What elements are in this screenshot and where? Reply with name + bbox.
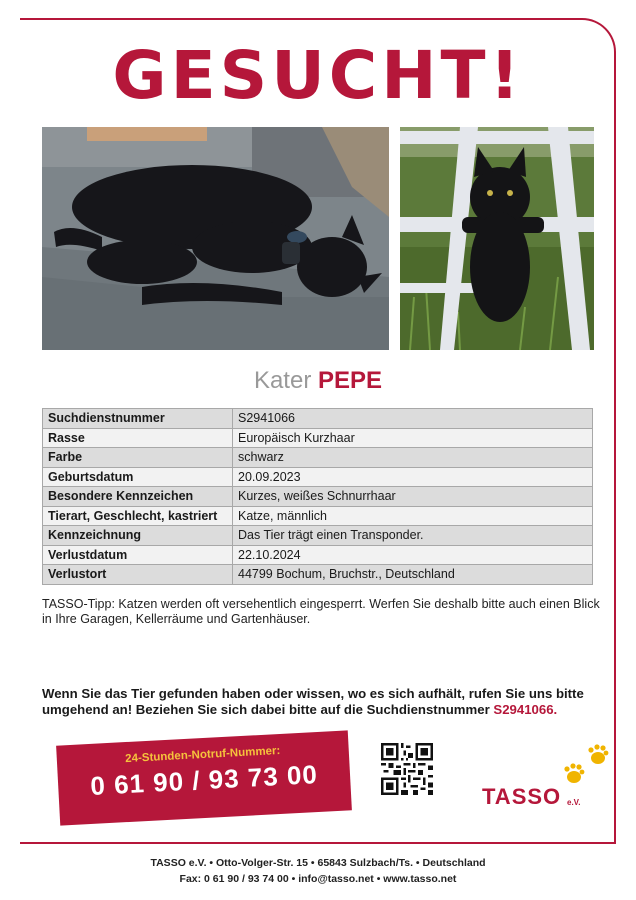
- hotline-number[interactable]: 0 61 90 / 93 73 00: [89, 759, 319, 801]
- headline: GESUCHT!: [112, 37, 524, 114]
- table-row: [43, 448, 593, 468]
- detail-label: Kennzeichnung: [43, 526, 233, 546]
- table-row: [43, 545, 593, 565]
- detail-label: Geburtsdatum: [43, 467, 233, 487]
- table-row: [43, 409, 593, 429]
- footer-address: TASSO e.V. • Otto-Volger-Str. 15 • 65843 Sulzbach/Ts. • Deutschland: [150, 857, 486, 869]
- table-row: [43, 565, 593, 585]
- logo-suffix: e.V.: [567, 798, 581, 807]
- detail-label: Suchdienstnummer: [43, 409, 233, 429]
- logo-wordmark: TASSO: [482, 784, 562, 809]
- table-row: [43, 487, 593, 507]
- pet-name-value: PEPE: [318, 367, 383, 394]
- details-table: [42, 408, 593, 585]
- detail-value: Europäisch Kurzhaar: [233, 428, 593, 448]
- detail-label: Rasse: [43, 428, 233, 448]
- table-row: [43, 506, 593, 526]
- tasso-logo: [478, 742, 612, 812]
- detail-label: Verlustdatum: [43, 545, 233, 565]
- cat-photo-sleeping: [42, 127, 389, 350]
- table-row: [43, 526, 593, 546]
- detail-value: 22.10.2024: [233, 545, 593, 565]
- detail-value: schwarz: [233, 448, 593, 468]
- pet-kind: Kater: [253, 367, 312, 394]
- footer-contact: Fax: 0 61 90 / 93 74 00 • info@tasso.net • www.tasso.net: [179, 873, 457, 885]
- detail-value: 44799 Bochum, Bruchstr., Deutschland: [233, 565, 593, 585]
- call-to-action-text: Wenn Sie das Tier gefunden haben oder wissen, wo es sich aufhält, rufen Sie uns bitte umgehend an! Beziehen Sie sich dabei bitte auf die Suchdienstnummer: [42, 686, 584, 717]
- detail-label: Besondere Kennzeichen: [43, 487, 233, 507]
- cat-photo-ladder: [400, 127, 594, 350]
- detail-value: 20.09.2023: [233, 467, 593, 487]
- qr-code-icon[interactable]: [381, 743, 433, 795]
- table-row: [43, 467, 593, 487]
- pet-name: [20, 365, 616, 397]
- tasso-tip: TASSO-Tipp: Katzen werden oft versehentlich eingesperrt. Werfen Sie deshalb bitte auch einen Blick in Ihre Garagen, Kellerräume und Gartenhäuser.: [42, 597, 600, 626]
- hotline-banner: [56, 730, 352, 825]
- call-to-action: [42, 686, 602, 718]
- detail-label: Verlustort: [43, 565, 233, 585]
- detail-value: Katze, männlich: [233, 506, 593, 526]
- detail-value: Das Tier trägt einen Transponder.: [233, 526, 593, 546]
- reference-number: S2941066.: [493, 702, 558, 717]
- footer: [20, 855, 616, 887]
- detail-value: S2941066: [233, 409, 593, 429]
- detail-value: Kurzes, weißes Schnurrhaar: [233, 487, 593, 507]
- table-row: [43, 428, 593, 448]
- hotline-label: 24-Stunden-Notruf-Nummer:: [124, 744, 281, 766]
- detail-label: Farbe: [43, 448, 233, 468]
- detail-label: Tierart, Geschlecht, kastriert: [43, 506, 233, 526]
